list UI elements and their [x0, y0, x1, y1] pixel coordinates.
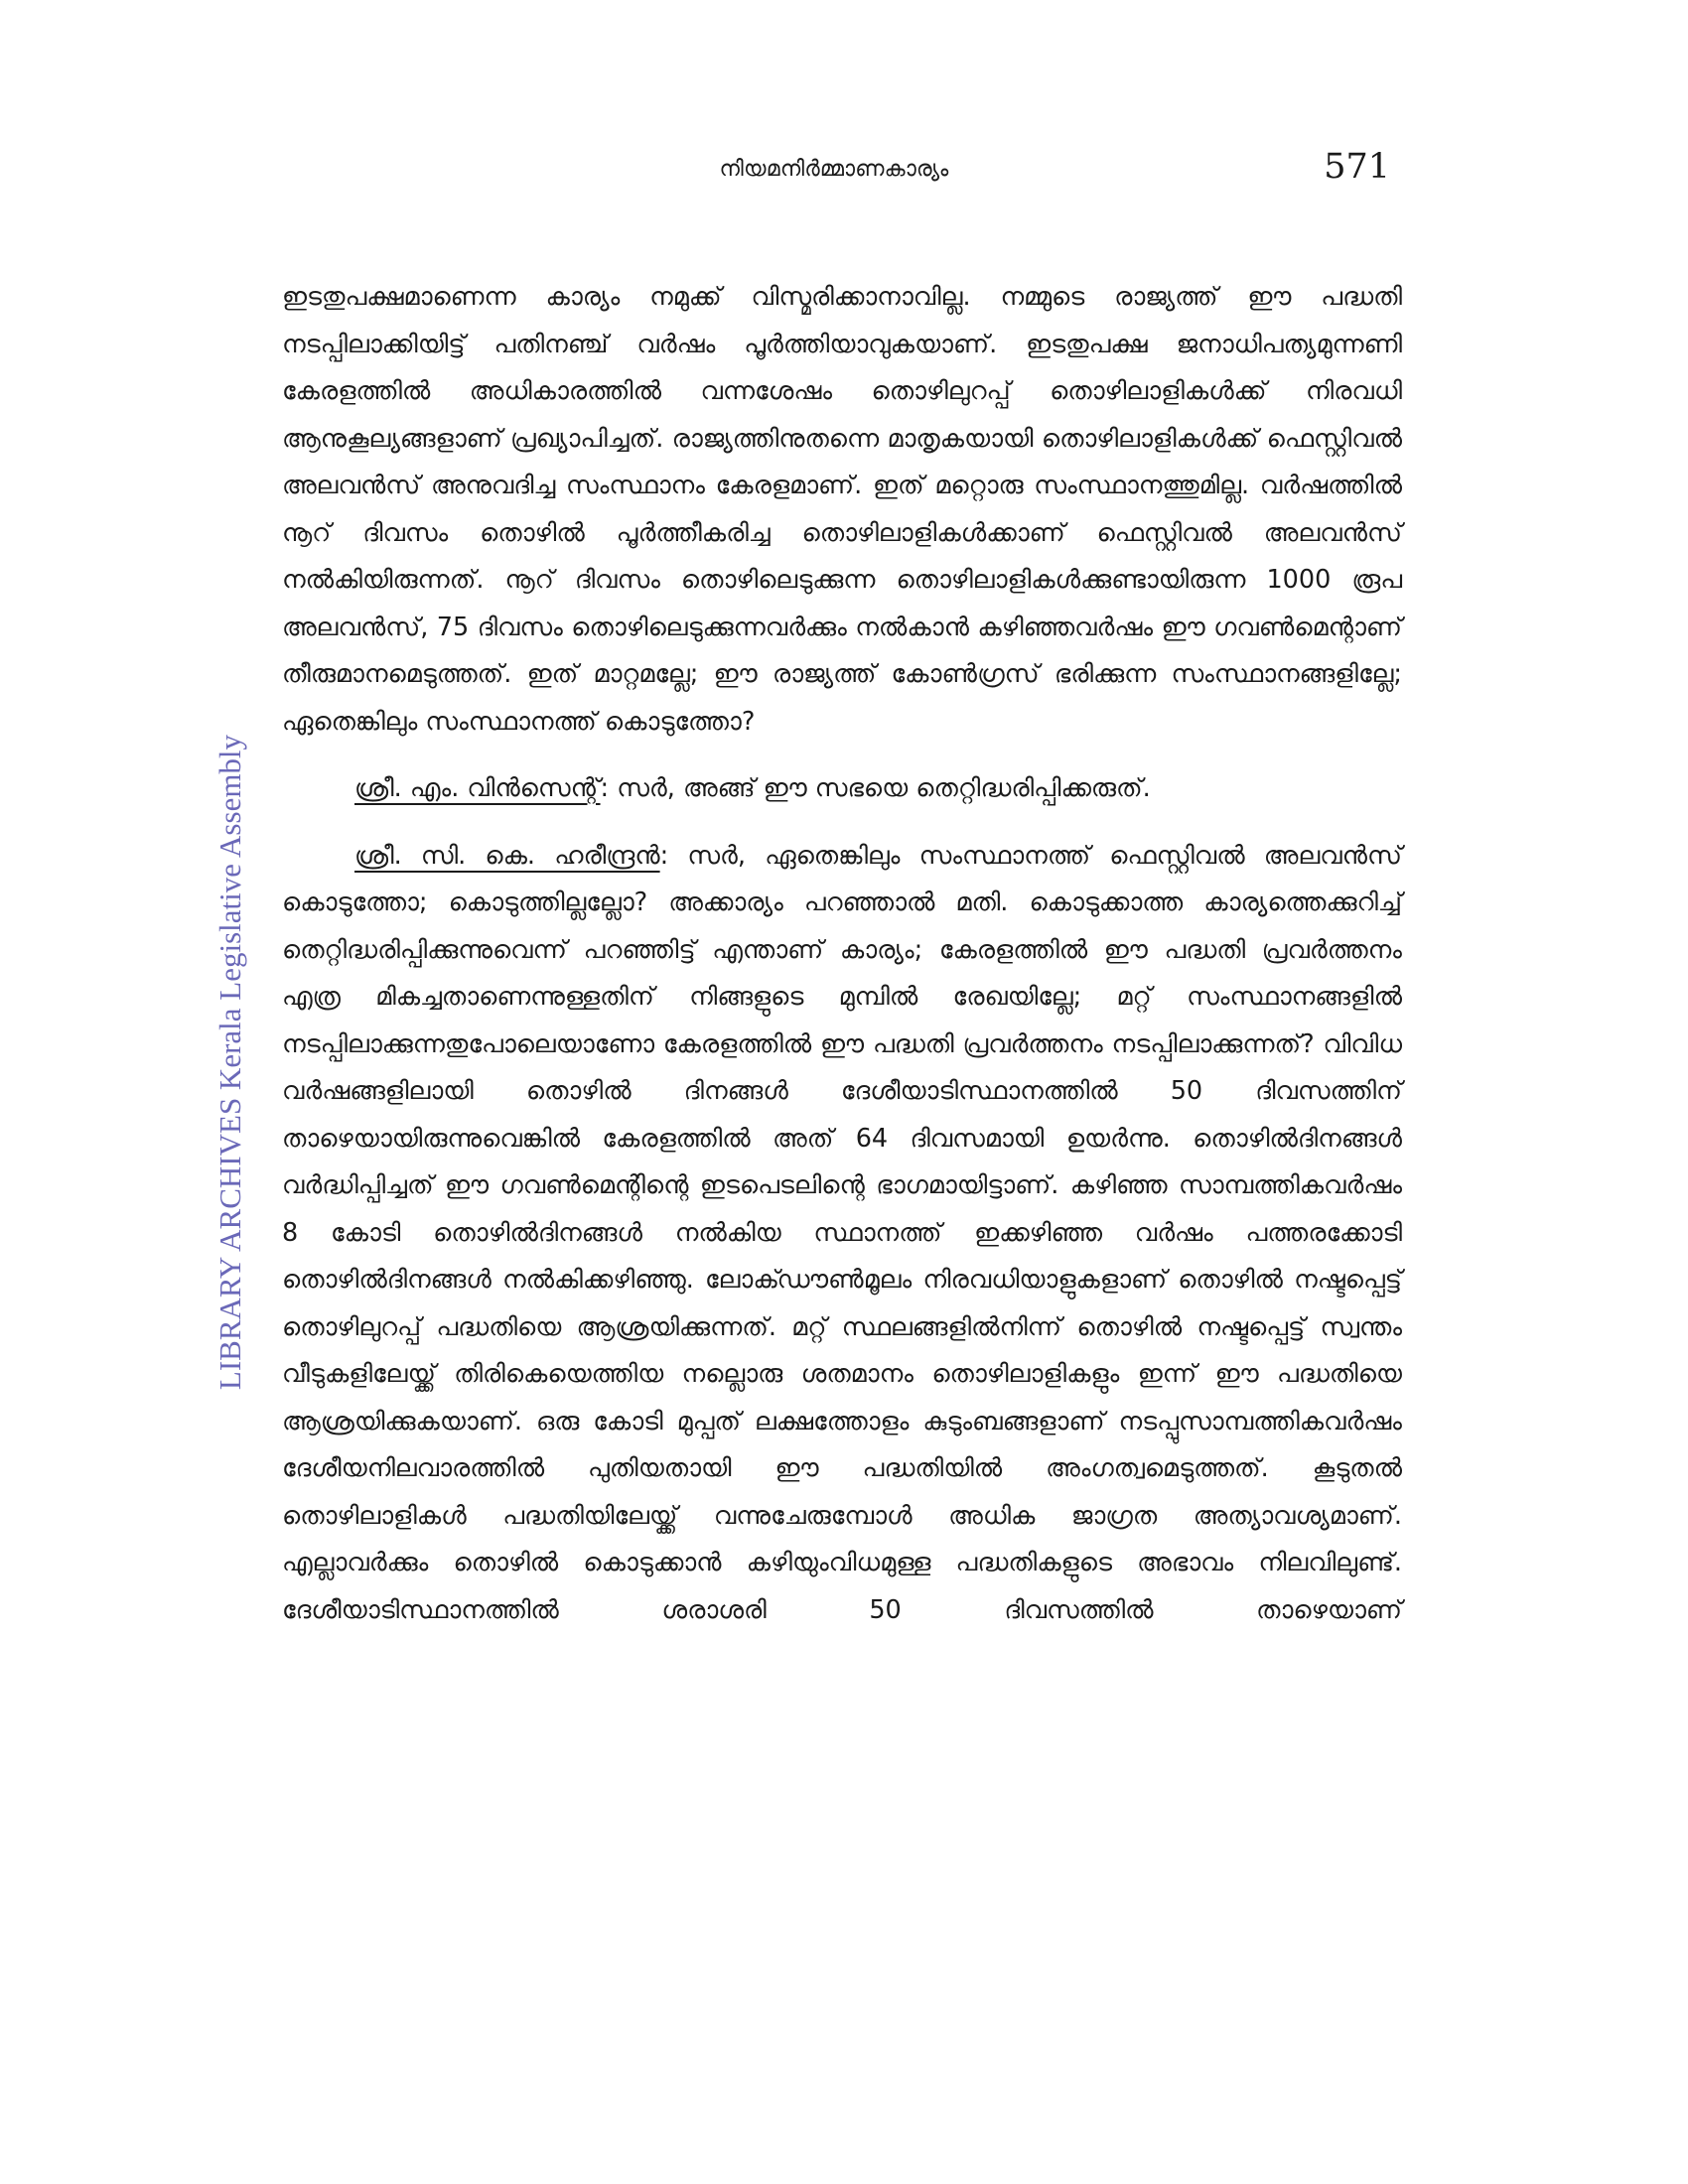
speaker-name: ശ്രീ. എം. വിൻസെന്റ്	[354, 773, 601, 803]
speech-paragraph	[282, 833, 1402, 1635]
speech-text: : സർ, അങ്ങ് ഈ സഭയെ തെറ്റിദ്ധരിപ്പിക്കരുത്.	[600, 773, 1151, 803]
running-title: നിയമനിർമ്മാണകാര്യം	[719, 157, 949, 182]
paragraph: ഇടതുപക്ഷമാണെന്ന കാര്യം നമുക്ക് വിസ്മരിക്കാനാവില്ല. നമ്മുടെ രാജ്യത്ത് ഈ പദ്ധതി നടപ്പിലാക്കിയിട്ട് പതിനഞ്ച് വർഷം പൂർത്തിയാവുകയാണ്. ഇടതുപക്ഷ ജനാധിപത്യമുന്നണി കേരളത്തിൽ അധികാരത്തിൽ വന്നശേഷം തൊഴിലുറപ്പ് തൊഴിലാളികൾക്ക് നിരവധി ആനുകൂല്യങ്ങളാണ് പ്രഖ്യാപിച്ചത്. രാജ്യത്തിനുതന്നെ മാതൃകയായി തൊഴിലാളികൾക്ക് ഫെസ്റ്റിവൽ അലവൻസ് അനുവദിച്ച സംസ്ഥാനം കേരളമാണ്. ഇത് മറ്റൊരു സംസ്ഥാനത്തുമില്ല. വർഷത്തിൽ നൂറ് ദിവസം തൊഴിൽ പൂർത്തീകരിച്ച തൊഴിലാളികൾക്കാണ് ഫെസ്റ്റിവൽ അലവൻസ് നൽകിയിരുന്നത്. നൂറ് ദിവസം തൊഴിലെടുക്കുന്ന തൊഴിലാളികൾക്കുണ്ടായിരുന്ന 1000 രൂപ അലവൻസ്, 75 ദിവസം തൊഴിലെടുക്കുന്നവർക്കും നൽകാൻ കഴിഞ്ഞവർഷം ഈ ഗവൺമെന്റാണ് തീരുമാനമെടുത്തത്. ഇത് മാറ്റമല്ലേ; ഈ രാജ്യത്ത് കോൺഗ്രസ് ഭരിക്കുന്ന സംസ്ഥാനങ്ങളില്ലേ; ഏതെങ്കിലും സംസ്ഥാനത്ത് കൊടുത്തോ?	[282, 282, 1402, 737]
archive-watermark: LIBRARY ARCHIVES Kerala Legislative Assembly	[212, 734, 247, 1391]
speaker-name: ശ്രീ. സി. കെ. ഹരീന്ദ്രൻ	[354, 840, 660, 871]
page-number: 571	[1324, 147, 1390, 187]
speech-text: : സർ, ഏതെങ്കിലും സംസ്ഥാനത്ത് ഫെസ്റ്റിവൽ അലവൻസ് കൊടുത്തോ; കൊടുത്തില്ലല്ലോ? അക്കാര്യം പറഞ്ഞാൽ മതി. കൊടുക്കാത്ത കാര്യത്തെക്കുറിച്ച് തെറ്റിദ്ധരിപ്പിക്കുന്നുവെന്ന് പറഞ്ഞിട്ട് എന്താണ് കാര്യം; കേരളത്തിൽ ഈ പദ്ധതി പ്രവർത്തനം എത്ര മികച്ചതാണെന്നുള്ളതിന് നിങ്ങളുടെ മുമ്പിൽ രേഖയില്ലേ; മറ്റ് സംസ്ഥാനങ്ങളിൽ നടപ്പിലാക്കുന്നതുപോലെയാണോ കേരളത്തിൽ ഈ പദ്ധതി പ്രവർത്തനം നടപ്പിലാക്കുന്നത്? വിവിധ വർഷങ്ങളിലായി തൊഴിൽ ദിനങ്ങൾ ദേശീയാടിസ്ഥാനത്തിൽ 50 ദിവസത്തിന് താഴെയായിരുന്നുവെങ്കിൽ കേരളത്തിൽ അത് 64 ദിവസമായി ഉയർന്നു. തൊഴിൽദിനങ്ങൾ വർദ്ധിപ്പിച്ചത് ഈ ഗവൺമെന്റിന്റെ ഇടപെടലിന്റെ ഭാഗമായിട്ടാണ്. കഴിഞ്ഞ സാമ്പത്തികവർഷം 8 കോടി തൊഴിൽദിനങ്ങൾ നൽകിയ സ്ഥാനത്ത് ഇക്കഴിഞ്ഞ വർഷം പത്തരക്കോടി തൊഴിൽദിനങ്ങൾ നൽകിക്കഴിഞ്ഞു. ലോക്ഡൗൺമൂലം നിരവധിയാളുകളാണ് തൊഴിൽ നഷ്ടപ്പെട്ട് തൊഴിലുറപ്പ് പദ്ധതിയെ ആശ്രയിക്കുന്നത്. മറ്റ് സ്ഥലങ്ങളിൽനിന്ന് തൊഴിൽ നഷ്ടപ്പെട്ട് സ്വന്തം വീടുകളിലേയ്ക്ക് തിരികെയെത്തിയ നല്ലൊരു ശതമാനം തൊഴിലാളികളും ഇന്ന് ഈ പദ്ധതിയെ ആശ്രയിക്കുകയാണ്. ഒരു കോടി മുപ്പത് ലക്ഷത്തോളം കുടുംബങ്ങളാണ് നടപ്പുസാമ്പത്തികവർഷം ദേശീയനിലവാരത്തിൽ പുതിയതായി ഈ പദ്ധതിയിൽ അംഗത്വമെടുത്തത്. കൂടുതൽ തൊഴിലാളികൾ പദ്ധതിയിലേയ്ക്ക് വന്നുചേരുമ്പോൾ അധിക ജാഗ്രത അത്യാവശ്യമാണ്. എല്ലാവർക്കും തൊഴിൽ കൊടുക്കാൻ കഴിയുംവിധമുള്ള പദ്ധതികളുടെ അഭാവം നിലവിലുണ്ട്. ദേശീയാടിസ്ഥാനത്തിൽ ശരാശരി 50 ദിവസത്തിൽ താഴെയാണ്	[282, 840, 1403, 1625]
speech-paragraph	[282, 765, 1402, 813]
document-body	[282, 274, 1402, 1634]
page-header	[278, 147, 1390, 197]
